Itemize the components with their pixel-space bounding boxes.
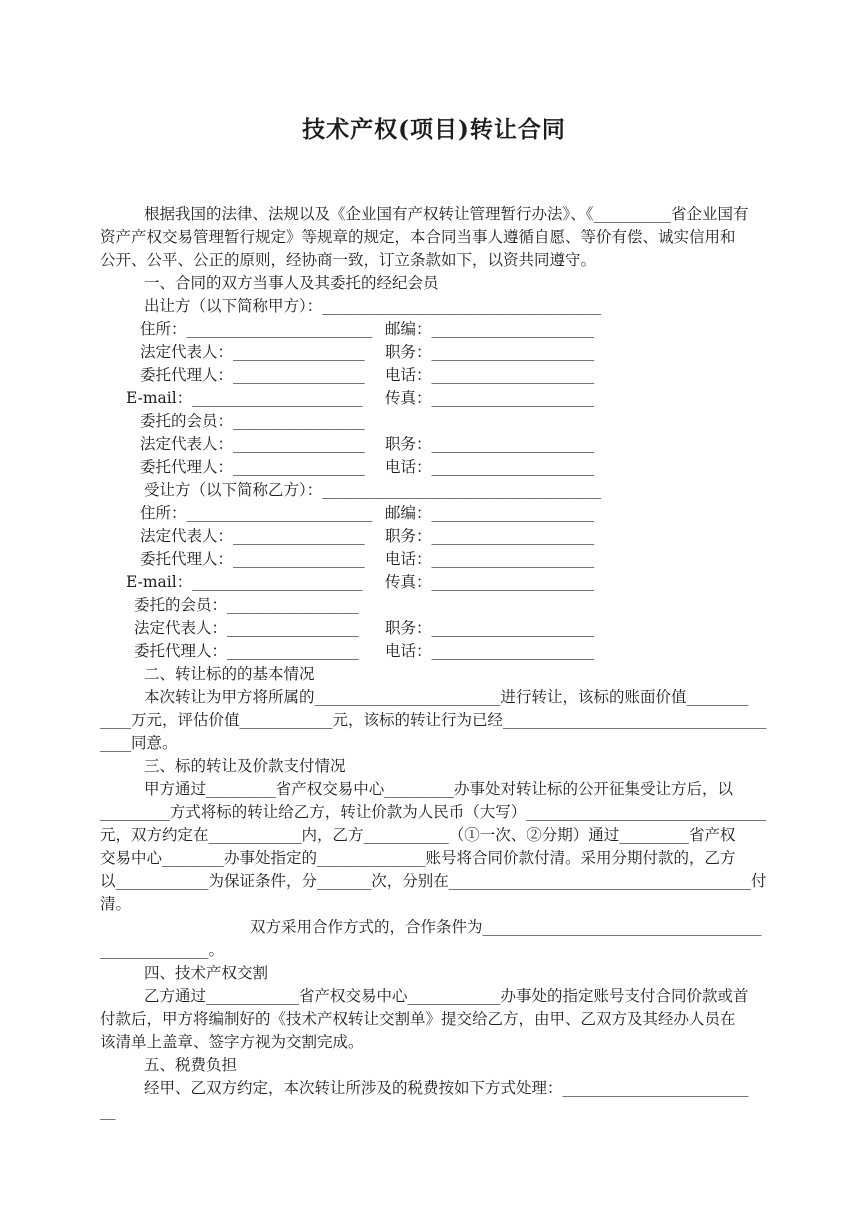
field-agent: 委托代理人：_________________ xyxy=(140,366,365,384)
intro-line: 资产产权交易管理暂行规定》等规章的规定，本合同当事人遵循自愿、等价有偿、诚实信用和 xyxy=(100,228,736,246)
field-agent: 委托代理人：_________________ xyxy=(140,550,365,568)
cooperation-clause: 双方采用合作方式的，合作条件为____________________________________ xyxy=(250,918,762,936)
field-address: 住所：________________________ xyxy=(140,504,373,522)
field-postcode: 邮编：_____________________ xyxy=(385,504,595,522)
section-2-heading: 二、转让标的的基本情况 xyxy=(144,665,315,683)
document-title: 技术产权(项目)转让合同 xyxy=(302,116,566,143)
form-row xyxy=(100,318,768,341)
section-3-heading: 三、标的转让及价款支付情况 xyxy=(144,757,346,775)
field-position: 职务：_____________________ xyxy=(385,435,595,453)
form-row xyxy=(100,433,768,456)
section-3-text: 清。 xyxy=(100,895,132,913)
intro-line: 公开、公平、公正的原则，经协商一致，订立条款如下，以资共同遵守。 xyxy=(100,251,597,269)
section-5-text: __ xyxy=(100,1102,116,1120)
field-email: E-mail：______________________ xyxy=(126,573,363,591)
field-address: 住所：________________________ xyxy=(140,320,373,338)
party-b-heading: 受让方（以下简称乙方）：____________________________________ xyxy=(144,481,602,499)
section-5-text: 经甲、乙双方约定，本次转让所涉及的税费按如下方式处理：________________________ xyxy=(144,1079,749,1097)
document-body xyxy=(100,203,768,1123)
field-fax: 传真：_____________________ xyxy=(385,573,595,591)
field-phone: 电话：_____________________ xyxy=(385,366,595,384)
form-row xyxy=(100,617,768,640)
section-2-text: ____万元，评估价值____________元，该标的转让行为已经__________________________________ xyxy=(100,711,767,729)
cooperation-clause: ______________。 xyxy=(100,941,225,959)
section-1-heading: 一、合同的双方当事人及其委托的经纪会员 xyxy=(144,274,439,292)
party-a-heading: 出让方（以下简称甲方）：____________________________________ xyxy=(144,297,602,315)
field-legal-rep: 法定代表人：_________________ xyxy=(134,619,359,637)
section-4-heading: 四、技术产权交割 xyxy=(144,964,269,982)
form-row xyxy=(100,571,768,594)
field-position: 职务：_____________________ xyxy=(385,527,595,545)
section-4-text: 付款后，甲方将编制好的《技术产权转让交割单》提交给乙方，由甲、乙双方及其经办人员在 xyxy=(100,1010,736,1028)
section-4-text: 乙方通过____________省产权交易中心____________办事处的指定账号支付合同价款或首 xyxy=(144,987,749,1005)
form-row xyxy=(100,502,768,525)
field-postcode: 邮编：_____________________ xyxy=(385,320,595,338)
form-row xyxy=(100,387,768,410)
field-phone: 电话：_____________________ xyxy=(385,458,595,476)
field-position: 职务：_____________________ xyxy=(385,343,595,361)
field-entrusted-member: 委托的会员：_________________ xyxy=(140,412,365,430)
form-row xyxy=(100,640,768,663)
section-3-text: 以____________为保证条件，分_______次，分别在_______________________________________付 xyxy=(100,872,767,890)
form-row xyxy=(100,548,768,571)
field-phone: 电话：_____________________ xyxy=(385,550,595,568)
intro-line: 根据我国的法律、法规以及《企业国有产权转让管理暂行办法》、《__________省企业国有 xyxy=(144,205,749,223)
field-entrusted-member: 委托的会员：_________________ xyxy=(134,596,359,614)
field-agent: 委托代理人：_________________ xyxy=(140,458,365,476)
field-agent: 委托代理人：_________________ xyxy=(134,642,359,660)
section-3-text: _________方式将标的转让给乙方，转让价款为人民币（大写）_______________________________ xyxy=(100,803,767,821)
form-row xyxy=(100,410,768,433)
field-email: E-mail：______________________ xyxy=(126,389,363,407)
form-row xyxy=(100,594,768,617)
form-row xyxy=(100,341,768,364)
section-3-text: 甲方通过_________省产权交易中心_________办事处对转让标的公开征集受让方后，以 xyxy=(144,780,734,798)
section-3-text: 交易中心________办事处指定的______________账号将合同价款付清。采用分期付款的，乙方 xyxy=(100,849,736,867)
section-5-heading: 五、税费负担 xyxy=(144,1056,238,1074)
section-2-text: ____同意。 xyxy=(100,734,178,752)
section-3-text: 元，双方约定在____________内，乙方___________（①一次、②分期）通过_________省产权 xyxy=(100,826,736,844)
form-row xyxy=(100,364,768,387)
field-position: 职务：_____________________ xyxy=(385,619,595,637)
section-2-text: 本次转让为甲方将所属的________________________进行转让，该标的账面价值________ xyxy=(144,688,749,706)
field-phone: 电话：_____________________ xyxy=(385,642,595,660)
form-row xyxy=(100,456,768,479)
section-4-text: 该清单上盖章、签字方视为交割完成。 xyxy=(100,1033,364,1051)
field-legal-rep: 法定代表人：_________________ xyxy=(140,343,365,361)
field-legal-rep: 法定代表人：_________________ xyxy=(140,527,365,545)
field-fax: 传真：_____________________ xyxy=(385,389,595,407)
field-legal-rep: 法定代表人：_________________ xyxy=(140,435,365,453)
form-row xyxy=(100,525,768,548)
